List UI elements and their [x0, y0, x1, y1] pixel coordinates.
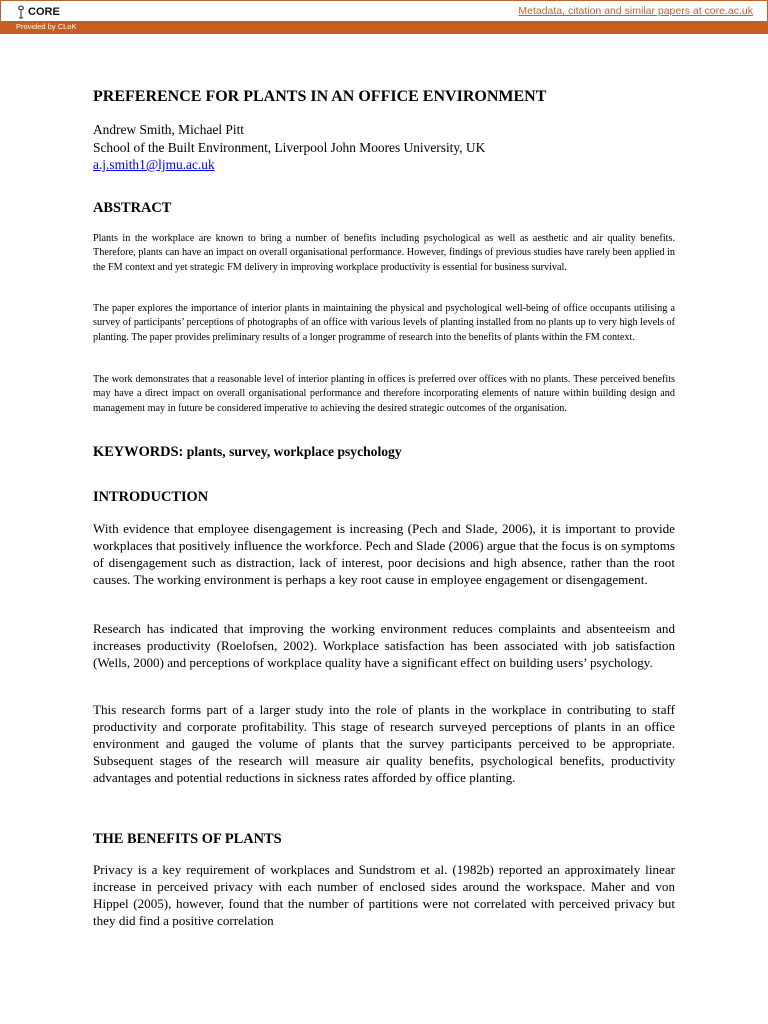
core-logo[interactable]: [17, 4, 60, 20]
introduction-paragraph: Research has indicated that improving the working environment reduces complaints and absenteeism and increases productivity (Roelofsen, 2002). Workplace satisfaction has been associated with job satisfaction (Wells, 2000) and perceptions of workplace quality have a significant effect on building users’ psychology.: [93, 621, 675, 670]
introduction-heading: INTRODUCTION: [93, 489, 209, 505]
core-logo-text: CORE: [28, 6, 60, 18]
introduction-paragraph: This research forms part of a larger study into the role of plants in the workplace in contributing to staff productivity and corporate profitability. This stage of research surveyed perceptions of plants in an office environment and gauged the volume of plants that the survey participants perceived to be appropriate. Subsequent stages of the research will measure air quality benefits, psychological benefits, productivity advantages and potential reductions in sickness rates afforded by office planting.: [93, 702, 675, 785]
provided-by-bar: [0, 21, 768, 34]
benefits-heading: THE BENEFITS OF PLANTS: [93, 831, 282, 847]
provided-by-text: Provided by CLoK: [16, 22, 77, 31]
abstract-paragraph: Plants in the workplace are known to bring a number of benefits including psychological as well as aesthetic and air quality benefits. Therefore, plants can have an impact on overall organisational performance. However, findings of previous studies have rarely been applied in the FM context and yet strategic FM delivery in improving workplace productivity is essential for business survival.: [93, 233, 675, 273]
core-logo-icon: [17, 5, 25, 19]
author-block: [93, 121, 485, 174]
author-affiliation: School of the Built Environment, Liverpool John Moores University, UK: [93, 139, 486, 155]
keywords-text: plants, survey, workplace psychology: [186, 444, 402, 459]
abstract-paragraph: The work demonstrates that a reasonable level of interior planting in offices is preferred over offices with no plants. These perceived benefits may have a direct impact on overall organisational performance and therefore incorporating elements of nature within building design and management may in future be considered imperative to achieving the desired strategic outcomes of the organisation.: [93, 374, 675, 414]
keywords-line: [93, 444, 402, 461]
core-metadata-link[interactable]: Metadata, citation and similar papers at core.ac.uk: [518, 5, 753, 17]
author-names: Andrew Smith, Michael Pitt: [93, 122, 245, 137]
abstract-heading: ABSTRACT: [93, 200, 172, 216]
benefits-paragraph: Privacy is a key requirement of workplaces and Sundstrom et al. (1982b) reported an approximately linear increase in perceived privacy with each number of enclosed sides around the workspace. Maher and von Hippel (2005), however, found that the number of partitions were not correlated with perceived privacy but they did find a positive correlation: [93, 862, 675, 928]
core-banner: [0, 0, 768, 21]
author-email-link[interactable]: a.j.smith1@ljmu.ac.uk: [93, 157, 215, 172]
abstract-paragraph: The paper explores the importance of interior plants in maintaining the physical and psychological well-being of office occupants utilising a survey of participants’ perceptions of photographs of an office with various levels of planting installed from no plants up to very high levels of planting. The paper provides preliminary results of a longer programme of research into the benefits of plants within the FM context.: [93, 303, 675, 343]
keywords-label: KEYWORDS:: [93, 444, 184, 460]
introduction-paragraph: With evidence that employee disengagement is increasing (Pech and Slade, 2006), it is important to provide workplaces that positively influence the workforce. Pech and Slade (2006) argue that the focus is on symptoms of disengagement such as distraction, lack of interest, poor decisions and high absence, rather than the root causes. The working environment is perhaps a key root cause in employee engagement or disengagement.: [93, 521, 675, 587]
paper-title: PREFERENCE FOR PLANTS IN AN OFFICE ENVIRONMENT: [93, 88, 547, 105]
